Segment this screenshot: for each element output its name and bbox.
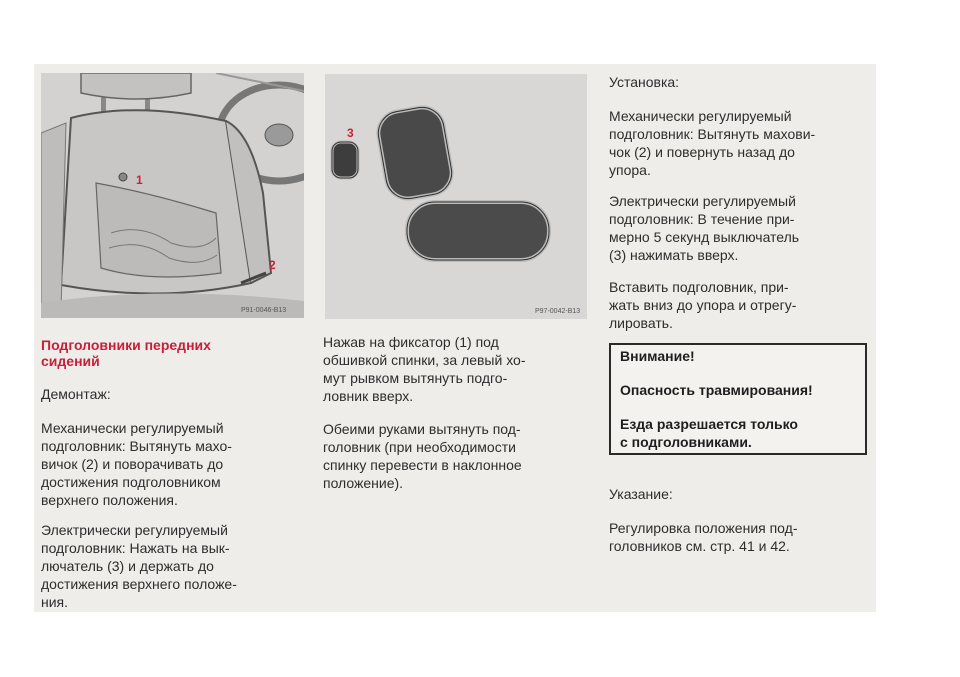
warning-text: Езда разрешается только с подголовниками. [620, 416, 798, 450]
callout-3: 3 [347, 126, 354, 140]
seat-headrest-illustration [41, 73, 304, 318]
section-heading: Подголовники передних сидений [41, 337, 211, 369]
callout-2: 2 [269, 258, 276, 272]
callout-1: 1 [136, 173, 143, 187]
insert-headrest-text: Вставить подголовник, при- жать вниз до упора и отрегу- лировать. [609, 279, 797, 331]
headrest-switch-illustration [325, 74, 587, 319]
pull-headrest-text: Обеими руками вытянуть под- головник (при необходимости спинку перевести в наклонное положение). [323, 421, 522, 491]
mechanical-install-text: Механически регулируемый подголовник: Вытянуть махови- чок (2) и повернуть назад до упора. [609, 108, 816, 178]
warning-box [609, 343, 867, 455]
install-label: Установка: [609, 74, 680, 90]
electrical-removal-text: Электрически регулируемый подголовник: Нажать на вык- лючатель (3) и держать до достижения верхнего положе- ния. [41, 522, 237, 610]
warning-danger: Опасность травмирования! [620, 382, 813, 398]
switch-drawing [325, 74, 587, 319]
warning-title: Внимание! [620, 348, 695, 364]
seat-drawing [41, 73, 304, 318]
note-text: Регулировка положения под- головников см. стр. 41 и 42. [609, 520, 798, 554]
electrical-install-text: Электрически регулируемый подголовник: В течение при- мерно 5 секунд выключатель (3) нажимать вверх. [609, 193, 800, 263]
note-label: Указание: [609, 486, 673, 502]
demontage-label: Демонтаж: [41, 386, 111, 402]
mechanical-removal-text: Механически регулируемый подголовник: Вытянуть махо- вичок (2) и поворачивать до достижения подголовником верхнего положения. [41, 420, 232, 508]
figure-code: P97-0042-B13 [535, 308, 581, 315]
release-latch-text: Нажав на фиксатор (1) под обшивкой спинки, за левый хо- мут рывком вытянуть подго- ловник вверх. [323, 334, 526, 404]
figure-code: P91-0046-B13 [241, 307, 287, 314]
